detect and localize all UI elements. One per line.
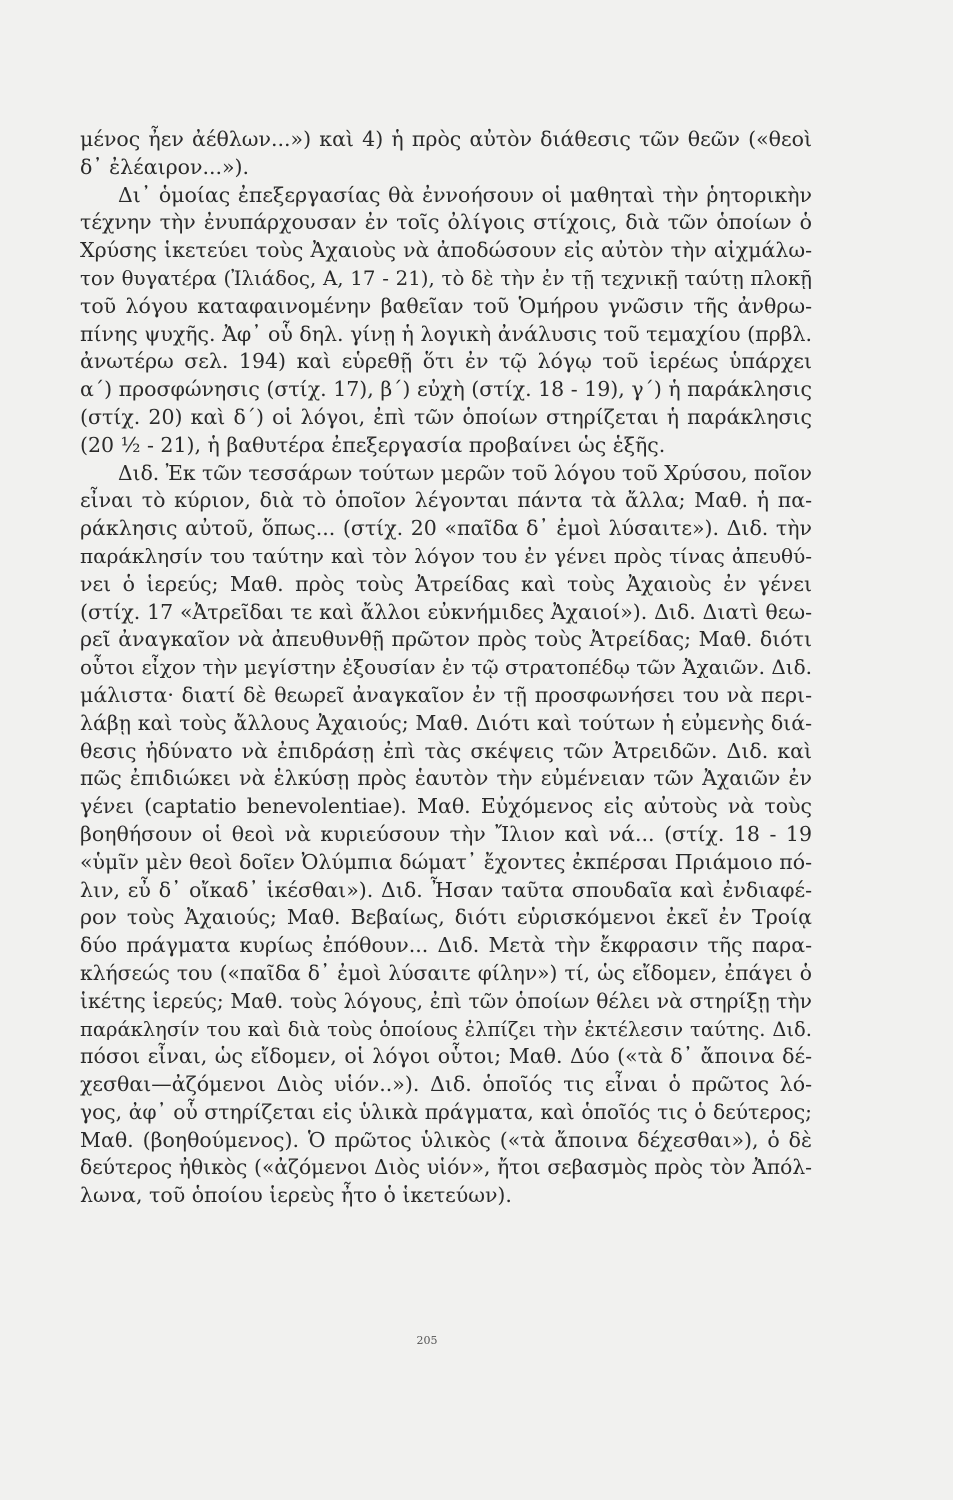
- text-line: μένος ἦεν ἀέθλων...») καὶ 4) ἡ πρὸς αὐτὸν διάθεσις τῶν θεῶν («θεοὶ: [80, 127, 812, 151]
- text-line: τέχνην τὴν ἐνυπάρχουσαν ἐν τοῖς ὀλίγοις στίχοις, διὰ τῶν ὁποίων ὁ: [80, 210, 812, 235]
- text-line: τον θυγατέρα (Ἰλιάδος, Α, 17 - 21), τὸ δὲ τὴν ἐν τῇ τεχνικῇ ταύτῃ πλοκῇ: [80, 266, 812, 290]
- text-line: ράκλησις αὐτοῦ, ὅπως... (στίχ. 20 «παῖδα δ᾿ ἐμοὶ λύσαιτε»). Διδ. τὴν: [80, 516, 812, 541]
- text-line: παράκλησίν του καὶ διὰ τοὺς ὁποίους ἐλπίζει τὴν ἐκτέλεσιν ταύτης. Διδ.: [80, 1017, 812, 1041]
- text-line: κλήσεώς του («παῖδα δ᾿ ἐμοὶ λύσαιτε φίλην») τί, ὡς εἴδομεν, ἐπάγει ὁ: [80, 960, 812, 985]
- text-line: πῶς ἐπιδιώκει νὰ ἑλκύσῃ πρὸς ἑαυτὸν τὴν εὐμένειαν τῶν Ἀχαιῶν ἐν: [80, 766, 812, 791]
- text-line: (στίχ. 17 «Ἀτρεῖδαι τε καὶ ἄλλοι εὐκνήμιδες Ἀχαιοί»). Διδ. Διατὶ θεω-: [80, 599, 812, 624]
- text-line: χεσθαι—ἀζόμενοι Διὸς υἱόν..»). Διδ. ὁποῖός τις εἶναι ὁ πρῶτος λό-: [80, 1072, 812, 1097]
- text-line: Δι᾿ ὁμοίας ἐπεξεργασίας θὰ ἐννοήσουν οἱ μαθηταὶ τὴν ῥητορικὴν: [118, 182, 812, 207]
- text-line: ρεῖ ἀναγκαῖον νὰ ἀπευθυνθῇ πρῶτον πρὸς τοὺς Ἀτρείδας; Μαθ. διότι: [80, 627, 812, 652]
- text-line: γος, ἀφ᾿ οὗ στηρίζεται εἰς ὑλικὰ πράγματα, καὶ ὁποῖός τις ὁ δεύτερος;: [80, 1099, 812, 1124]
- text-line: λάβῃ καὶ τοὺς ἄλλους Ἀχαιούς; Μαθ. Διότι καὶ τούτων ἡ εὐμενὴς διά-: [80, 710, 812, 735]
- text-line: πόσοι εἶναι, ὡς εἴδομεν, οἱ λόγοι οὗτοι; Μαθ. Δύο («τὰ δ᾿ ἄποινα δέ-: [80, 1044, 812, 1069]
- text-line: Μαθ. (βοηθούμενος). Ὁ πρῶτος ὑλικὸς («τὰ ἄποινα δέχεσθαι»), ὁ δὲ: [80, 1127, 812, 1152]
- text-line: α΄) προσφώνησις (στίχ. 17), β΄) εὐχὴ (στίχ. 18 - 19), γ΄) ἡ παράκλησις: [80, 377, 812, 402]
- text-line: (στίχ. 20) καὶ δ΄) οἱ λόγοι, ἐπὶ τῶν ὁποίων στηρίζεται ἡ παράκλησις: [80, 404, 812, 429]
- text-line: ἀνωτέρω σελ. 194) καὶ εὑρεθῇ ὅτι ἐν τῷ λόγῳ τοῦ ἱερέως ὑπάρχει: [80, 349, 812, 374]
- text-line: θεσις ἠδύνατο νὰ ἐπιδράσῃ ἐπὶ τὰς σκέψεις τῶν Ἀτρειδῶν. Διδ. καὶ: [80, 738, 812, 763]
- text-line: δύο πράγματα κυρίως ἐπόθουν... Διδ. Μετὰ τὴν ἔκφρασιν τῆς παρα-: [80, 933, 812, 958]
- text-line: γένει (captatio benevolentiae). Μαθ. Εὐχόμενος εἰς αὐτοὺς νὰ τοὺς: [80, 794, 812, 819]
- text-line: Χρύσης ἱκετεύει τοὺς Ἀχαιοὺς νὰ ἀποδώσουν εἰς αὐτὸν τὴν αἰχμάλω-: [80, 238, 812, 263]
- text-line: νει ὁ ἱερεύς; Μαθ. πρὸς τοὺς Ἀτρείδας καὶ τοὺς Ἀχαιοὺς ἐν γένει: [80, 571, 812, 596]
- text-line: λωνα, τοῦ ὁποίου ἱερεὺς ἦτο ὁ ἱκετεύων).: [80, 1183, 512, 1208]
- text-line: οὗτοι εἶχον τὴν μεγίστην ἐξουσίαν ἐν τῷ στρατοπέδῳ τῶν Ἀχαιῶν. Διδ.: [80, 655, 812, 680]
- text-line: (20 ½ - 21), ἡ βαθυτέρα ἐπεξεργασία προβαίνει ὡς ἑξῆς.: [80, 432, 666, 457]
- text-line: ρον τοὺς Ἀχαιούς; Μαθ. Βεβαίως, διότι εὑρισκόμενοι ἐκεῖ ἐν Τροίᾳ: [80, 905, 812, 930]
- text-line: μάλιστα· διατί δὲ θεωρεῖ ἀναγκαῖον ἐν τῇ προσφωνήσει του νὰ περι-: [80, 682, 812, 707]
- text-line: δ᾿ ἐλέαιρον...»).: [80, 154, 250, 179]
- text-line: τοῦ λόγου καταφαινομένην βαθεῖαν τοῦ Ὁμήρου γνῶσιν τῆς ἀνθρω-: [80, 293, 812, 318]
- text-line: ἱκέτης ἱερεύς; Μαθ. τοὺς λόγους, ἐπὶ τῶν ὁποίων θέλει νὰ στηρίξῃ τὴν: [80, 988, 812, 1013]
- text-line: δεύτερος ἠθικὸς («ἀζόμενοι Διὸς υἱόν», ἤτοι σεβασμὸς πρὸς τὸν Ἀπόλ-: [80, 1155, 812, 1180]
- body-text: [80, 126, 812, 1210]
- page-number: 205: [416, 1334, 438, 1347]
- text-line: Διδ. Ἐκ τῶν τεσσάρων τούτων μερῶν τοῦ λόγου τοῦ Χρύσου, ποῖον: [118, 460, 812, 485]
- text-line: βοηθήσουν οἱ θεοὶ νὰ κυριεύσουν τὴν Ἴλιον καὶ νά... (στίχ. 18 - 19: [80, 821, 812, 846]
- text-line: εἶναι τὸ κύριον, διὰ τὸ ὁποῖον λέγονται πάντα τὰ ἄλλα; Μαθ. ἡ πα-: [80, 488, 812, 513]
- text-line: παράκλησίν του ταύτην καὶ τὸν λόγον του ἐν γένει πρὸς τίνας ἀπευθύ-: [80, 543, 812, 568]
- text-line: λιν, εὖ δ᾿ οἴκαδ᾿ ἱκέσθαι»). Διδ. Ἦσαν ταῦτα σπουδαῖα καὶ ἐνδιαφέ-: [80, 877, 812, 902]
- text-line: «ὑμῖν μὲν θεοὶ δοῖεν Ὀλύμπια δώματ᾿ ἔχοντες ἐκπέρσαι Πριάμοιο πό-: [80, 849, 812, 874]
- text-line: πίνης ψυχῆς. Ἀφ᾿ οὗ δηλ. γίνῃ ἡ λογικὴ ἀνάλυσις τοῦ τεμαχίου (πρβλ.: [80, 321, 812, 346]
